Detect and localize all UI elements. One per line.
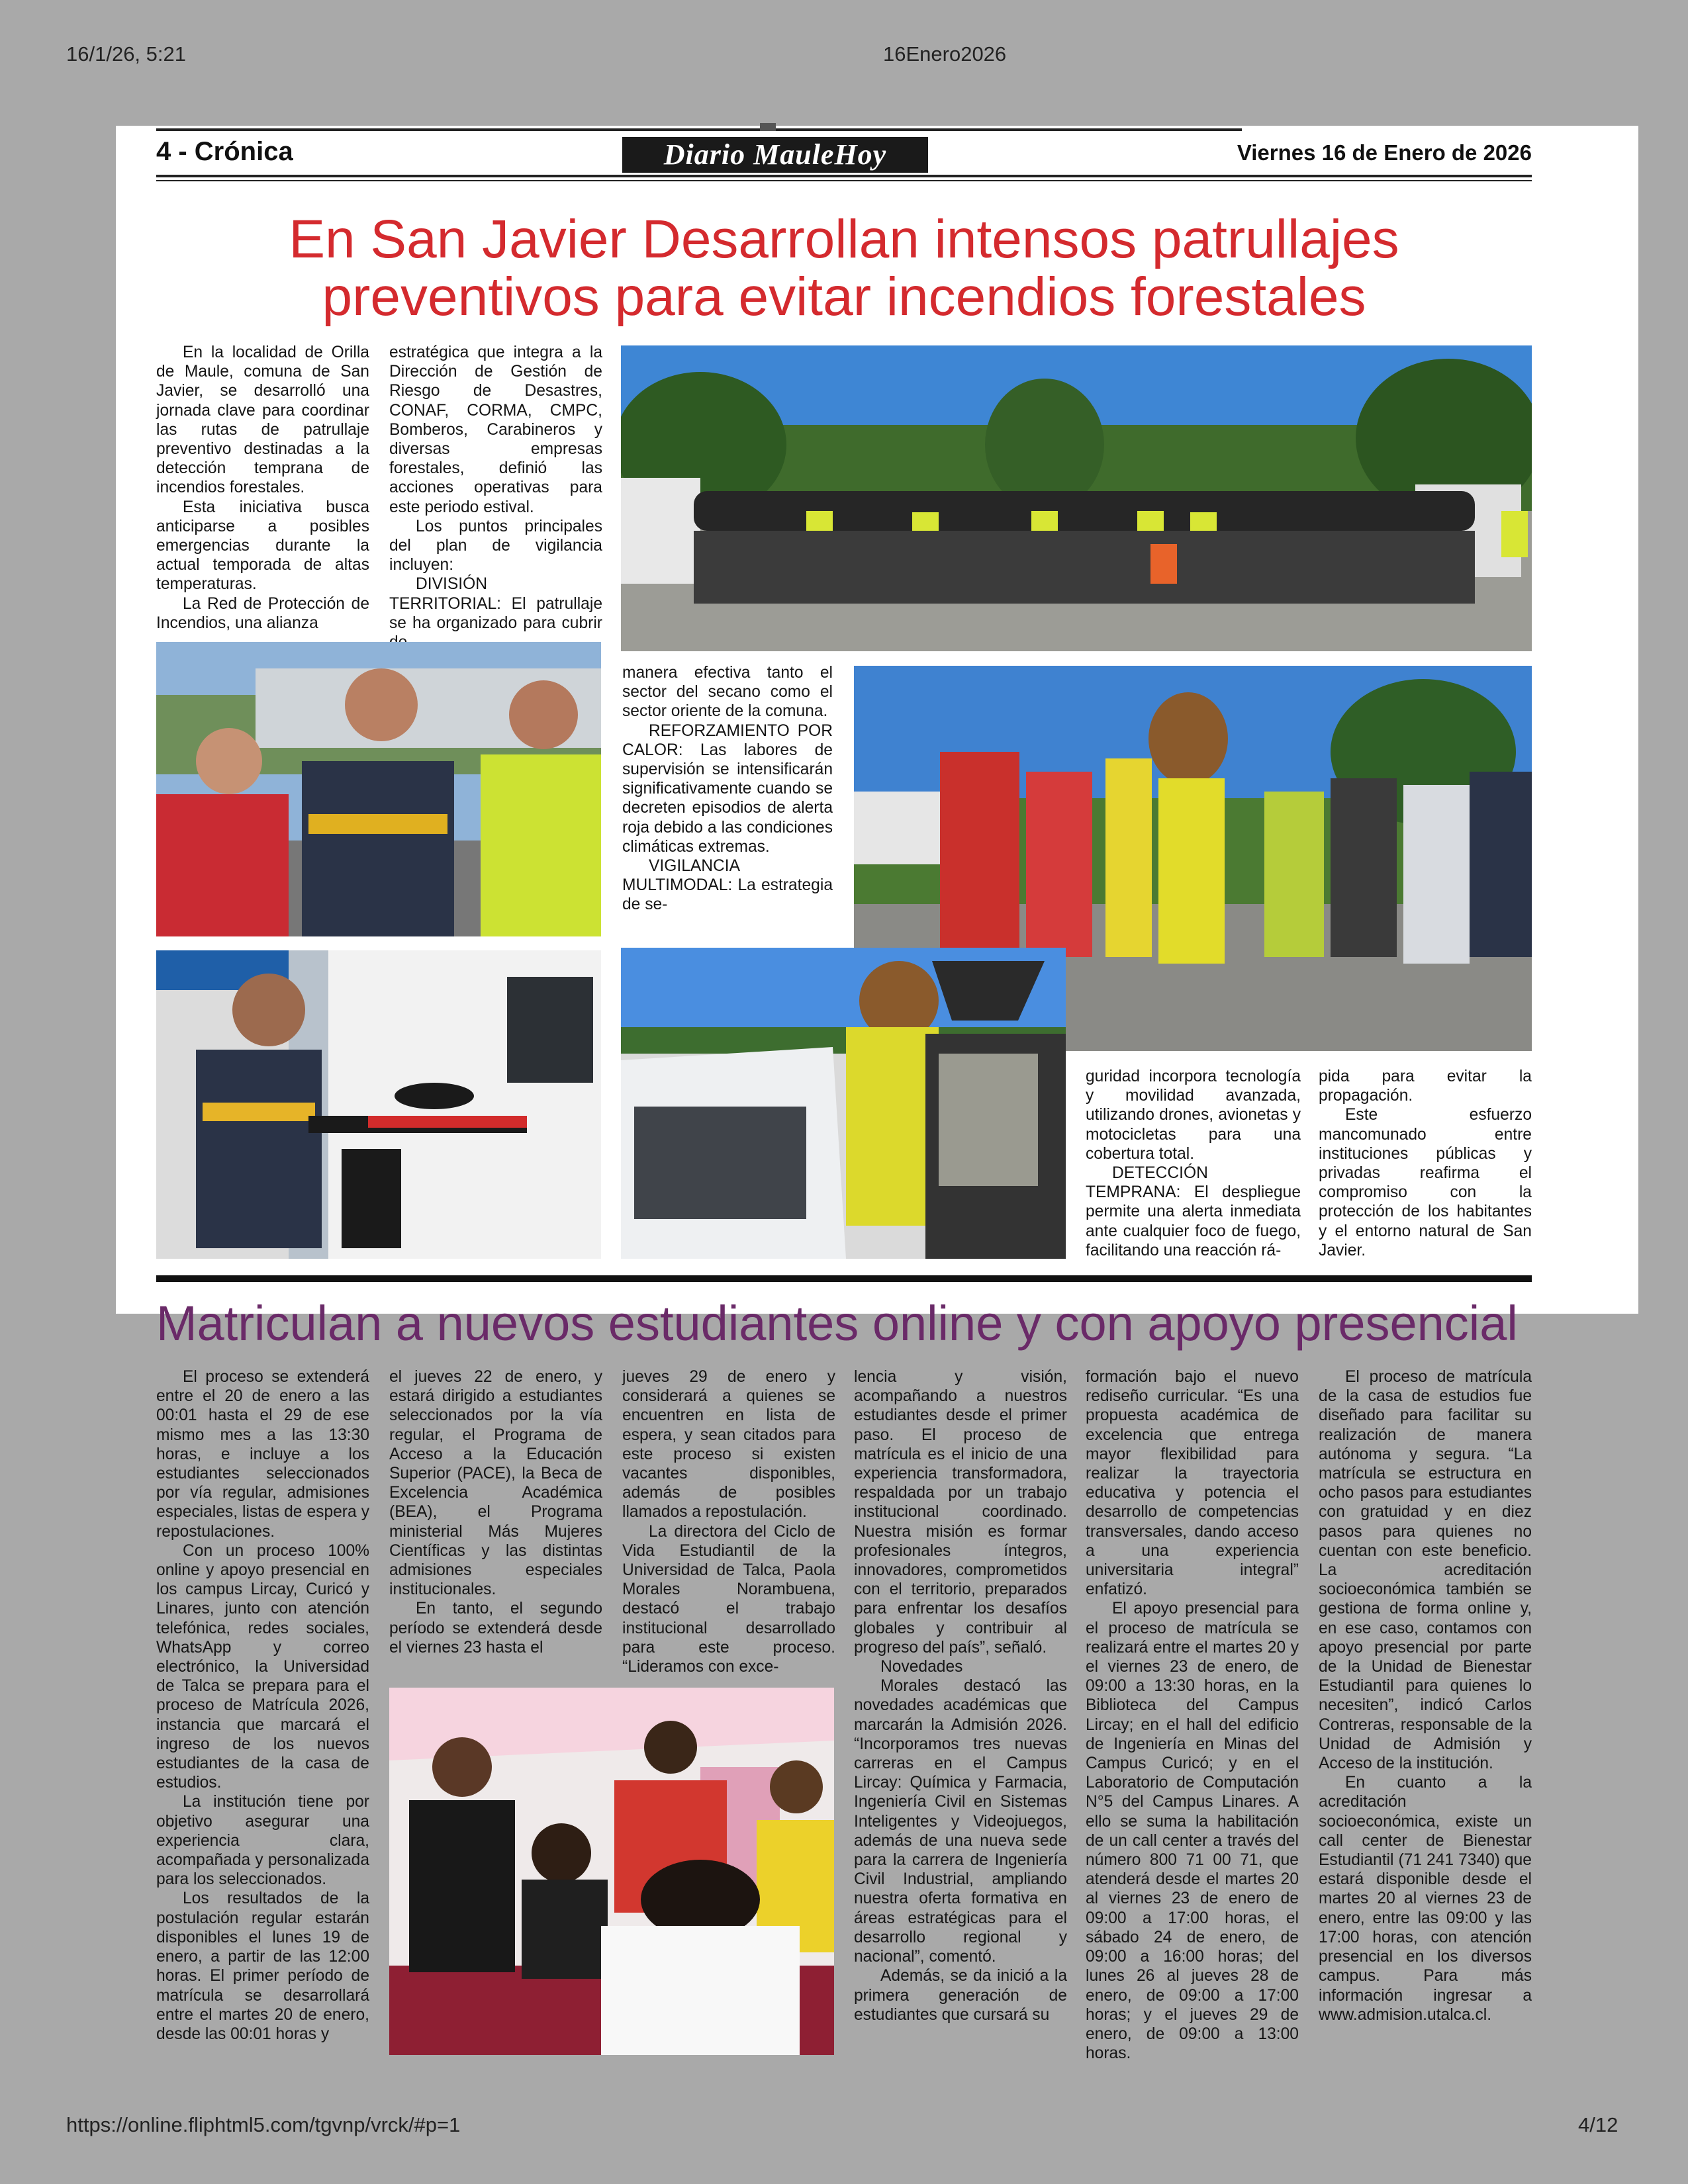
article1-col5 (1319, 1067, 1532, 1260)
newspaper-logo: Diario MauleHoy (622, 137, 928, 173)
article2-headline: Matriculan a nuevos estudiantes online y con apoyo presencial (156, 1296, 1518, 1351)
issue-date: Viernes 16 de Enero de 2026 (1237, 140, 1532, 165)
paragraph: La directora del Ciclo de Vida Estudiantil de la Universidad de Talca, Paola Morales Norambuena, destacó el trabajo institucional desarrollado para este proceso. “Lideramos con exce- (622, 1522, 835, 1676)
paragraph: Esta iniciativa busca anticiparse a posibles emergencias durante la actual temporada de altas temperaturas. (156, 498, 369, 594)
paragraph: Los puntos principales del plan de vigilancia incluyen: (389, 517, 602, 574)
paragraph: Morales destacó las novedades académicas que marcarán la Admisión 2026. “Incorporamos tres nuevas carreras en el Campus Lircay: Química y Farmacia, Ingeniería Civil en Sistemas Inteligentes y Videojuegos, además de una nueva sede para la carrera de Ingeniería Civil Industrial, ampliando nuestra oferta formativa en áreas estratégicas para el desarrollo regional y nacional”, comentó. (854, 1677, 1067, 1966)
article2-col5 (1086, 1367, 1299, 2063)
paragraph: manera efectiva tanto el sector del secano como el sector oriente de la comuna. (622, 664, 833, 721)
paragraph: En tanto, el segundo período se extenderá desde el viernes 23 hasta el (389, 1600, 602, 1657)
article2-col3 (622, 1367, 835, 1676)
masthead-rule (156, 175, 1532, 177)
article1-col2 (389, 343, 602, 652)
article2-col4 (854, 1367, 1067, 2025)
paragraph: Con un proceso 100% online y apoyo presencial en los campus Lircay, Curicó y Linares, junto con atención telefónica, redes sociales, WhatsApp y correo electrónico, la Universidad de Talca se prepara para el proceso de Matrícula 2026, instancia que marcará el ingreso de los nuevos estudiantes de la casa de estudios. (156, 1541, 369, 1792)
paragraph: Los resultados de la postulación regular estarán disponibles el lunes 19 de enero, a partir de las 12:00 horas. El primer período de matrícula se desarrollará entre el martes 20 de enero, desde las 00:01 horas y (156, 1889, 369, 2043)
paragraph: Además, se da inició a la primera generación de estudiantes que cursará su (854, 1967, 1067, 2024)
article1-headline (156, 210, 1532, 326)
paragraph: Este esfuerzo mancomunado entre instituciones públicas y privadas reafirma el compromiso con la protección de los habitantes y el entorno natural de San Javier. (1319, 1106, 1532, 1259)
masthead-marker (760, 123, 776, 131)
paragraph: formación bajo el nuevo rediseño curricular. “Es una propuesta académica de excelencia que entrega mayor flexibilidad para realizar la trayectoria educativa y potencia el desarrollo de competencias transversales, dando acceso a una experiencia universitaria integral” enfatizó. (1086, 1368, 1299, 1599)
print-doc-title: 16Enero2026 (883, 42, 1007, 66)
article2-col6 (1319, 1367, 1532, 2025)
article2-col1 (156, 1367, 369, 2044)
paragraph: DIVISIÓN TERRITORIAL: El patrullaje se ha organizado para cubrir (389, 575, 602, 632)
paragraph: el jueves 22 de enero, y estará dirigido a estudiantes seleccionados por la vía regular, el Programa de Acceso a la Educación Superior (PACE), la Beca de Excelencia Académica (BEA), el Programa ministerial Más Mujeres Científicas y las distintas admisiones especiales institucionales. (389, 1368, 602, 1599)
paragraph: DETECCIÓN TEMPRANA: El despliegue permite una alerta inmediata ante cualquier foco de fuego, facilitando una reacción rá- (1086, 1164, 1301, 1259)
article1-headline-line1: En San Javier Desarrollan intensos patrullajes (289, 209, 1399, 269)
article1-col4 (1086, 1067, 1301, 1260)
paragraph: La institución tiene por objetivo asegurar una experiencia clara, acompañada y personalizada para los seleccionados. (156, 1793, 369, 1889)
paragraph: El proceso se extenderá entre el 20 de enero a las 00:01 hasta el 29 de ese mismo mes a las 13:30 horas, e incluye a los estudiantes seleccionados por vía regular, admisiones especiales, listas de espera y repostulaciones. (156, 1368, 369, 1541)
masthead-top-rule (156, 128, 1242, 131)
paragraph: estratégica que integra a la Dirección de Gestión de Riesgo de Desastres, CONAF, CORMA, CMPC, Bomberos, Carabineros y diversas empresas forestales, definió las acciones operativas para este periodo estival. (389, 343, 602, 516)
paragraph: VIGILANCIA MULTIMODAL: La estrategia de se- (622, 857, 833, 914)
paragraph: lencia y visión, acompañando a nuestros estudiantes desde el primer paso. El proceso de matrícula es el inicio de una experiencia transformadora, respaldada por un trabajo institucional coordinado. Nuestra misión es formar profesionales íntegros, innovadores, comprometidos con el territorio, preparados para enfrentar los desafíos globales y contribuir al progreso del país”, señaló. (854, 1368, 1067, 1657)
print-url: https://online.fliphtml5.com/tgvnp/vrck/#p=1 (66, 2113, 461, 2136)
article2-col2 (389, 1367, 602, 1657)
paragraph: jueves 29 de enero y considerará a quienes se encuentren en lista de espera, y sean citados para este proceso si existen vacantes disponibles, además de posibles llamados a repostulación. (622, 1368, 835, 1522)
paragraph: El proceso de matrícula de la casa de estudios fue diseñado para facilitar su realización de manera autónoma y segura. “La matrícula se estructura en ocho pasos para estudiantes con gratuidad y en diez pasos para quienes no cuentan con este beneficio. La acreditación socioeconómica también se gestiona de forma online y, en ese caso, contamos con apoyo presencial por parte de la Unidad de Bienestar Estudiantil para quienes lo necesiten”, indicó Carlos Contreras, responsable de la Unidad de Admisión y Acceso de la institución. (1319, 1368, 1532, 1773)
paragraph: En cuanto a la acreditación socioeconómica, existe un call center de Bienestar Estudiantil (71 241 7340) que estará disponible desde el martes 20 al viernes 23 de enero, entre las 09:00 y las 17:00 horas, con atención presencial en los diversos campus. Para más información ingresar a www.admision.utalca.cl. (1319, 1774, 1532, 2024)
section-label: 4 - Crónica (156, 137, 293, 166)
paragraph: La Red de Protección de Incendios, una alianza (156, 594, 369, 632)
paragraph: pida para evitar la propagación. (1319, 1068, 1532, 1105)
photo-enrollment-desk (389, 1688, 834, 2055)
paragraph: Novedades (880, 1658, 963, 1676)
print-page-number: 4/12 (1578, 2113, 1618, 2136)
article1-col3 (622, 663, 833, 915)
paragraph: El apoyo presencial para el proceso de matrícula se realizará entre el martes 20 y el viernes 23 de enero, de 09:00 a 13:30 horas, en la Biblioteca del Campus Lircay; en el hall del edificio de Ingeniería en Minas del Campus Curicó; y en el Laboratorio de Computación N°5 del Campus Linares. A ello se suma la habilitación de un call center a través del número 800 71 00 71, que atenderá desde el martes 20 al viernes 23 de enero de 09:00 a 17:00 horas, el sábado 24 de enero, de 09:00 a 16:00 horas; del lunes 26 al jueves 28 de enero, de 09:00 a 17:00 horas; y el jueves 29 de enero, de 09:00 a 13:00 horas. (1086, 1600, 1299, 2063)
article1-col1 (156, 343, 369, 633)
photo-officials-talking (156, 642, 601, 936)
paragraph: En la localidad de Orilla de Maule, comuna de San Javier, se desarrolló una jornada clave para coordinar las rutas de patrullaje preventivo destinadas a la detección temprana de incendios forestales. (156, 343, 369, 497)
group-photo-patrol-teams (621, 345, 1532, 651)
photo-mascot-car-checkpoint (621, 948, 1066, 1259)
paragraph: guridad incorpora tecnología y movilidad avanzada, utilizando drones, avionetas y motocicletas para una cobertura total. (1086, 1068, 1301, 1163)
article-divider (156, 1275, 1532, 1282)
photo-drone-inspection (156, 950, 601, 1259)
print-datetime: 16/1/26, 5:21 (66, 42, 186, 66)
paragraph: REFORZAMIENTO POR CALOR: Las labores de supervisión se intensificarán significativamente cuando se decreten episodios de alerta roja debido a las condiciones climáticas extremas. (622, 721, 833, 856)
article1-headline-line2: preventivos para evitar incendios forestales (322, 267, 1366, 327)
masthead-rule-thin (156, 180, 1532, 181)
